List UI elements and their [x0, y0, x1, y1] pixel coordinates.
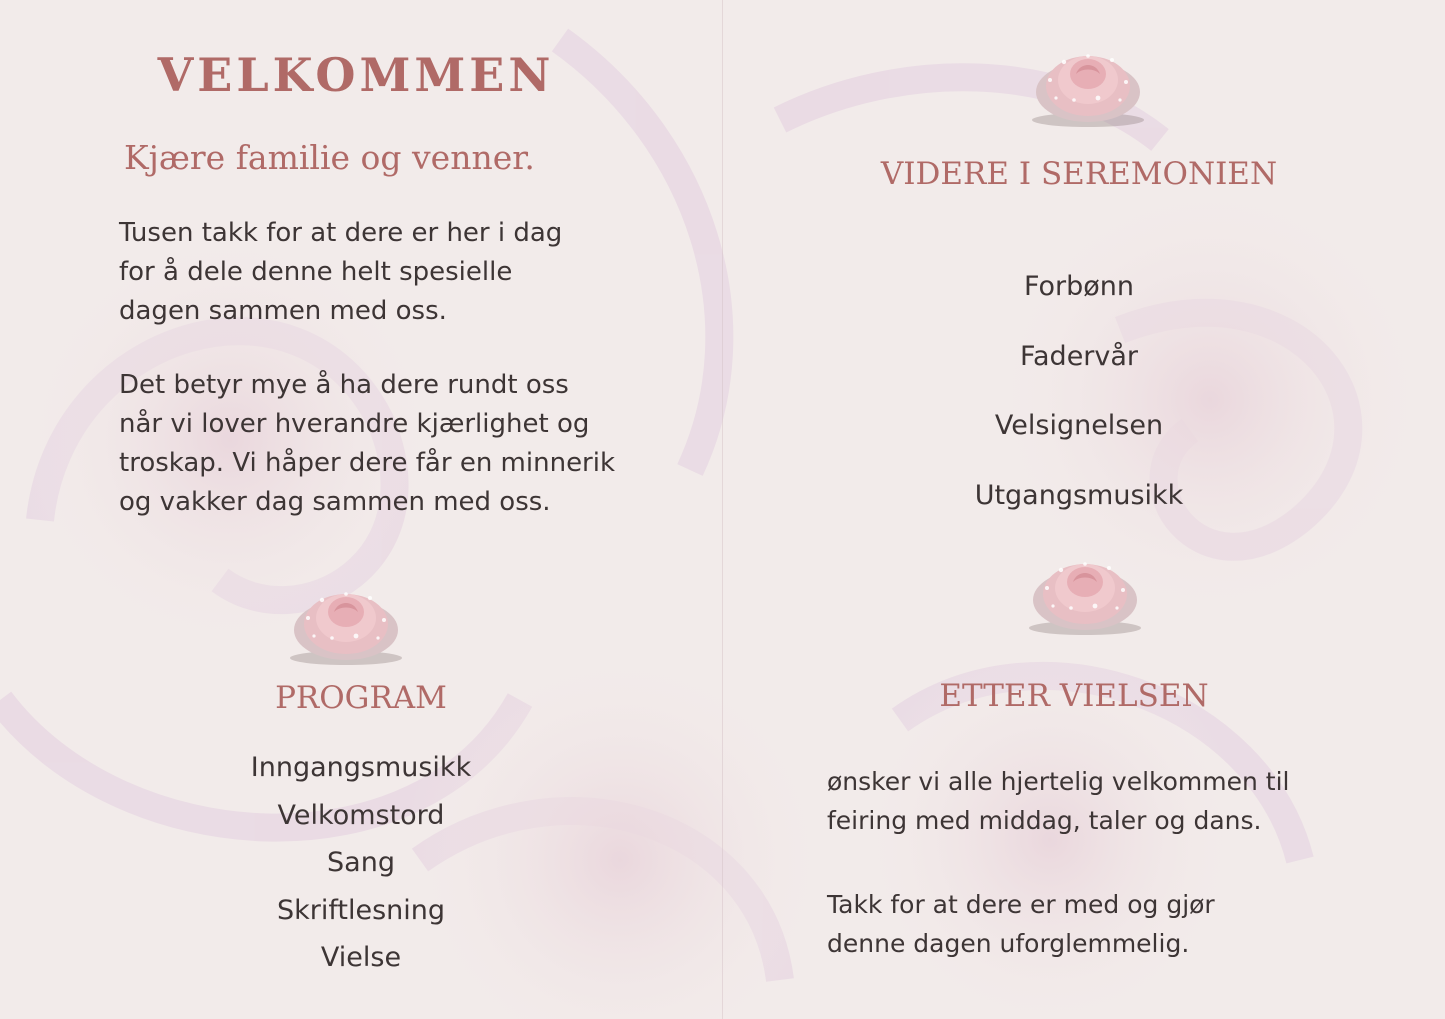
after-paragraph-1	[827, 762, 1290, 840]
text-line: ønsker vi alle hjertelig velkommen til	[827, 767, 1290, 796]
list-item: Inngangsmusikk	[250, 752, 472, 783]
list-item: Skriftlesning	[276, 894, 446, 926]
text-line: Det betyr mye å ha dere rundt oss	[119, 370, 569, 400]
after-heading: ETTER VIELSEN	[939, 678, 1209, 714]
welcome-paragraph-2	[119, 366, 615, 522]
ceremony-list	[723, 252, 1435, 530]
list-item: Vielse	[320, 942, 402, 973]
welcome-subheading: Kjære familie og venner.	[124, 138, 535, 177]
text-line: feiring med middag, taler og dans.	[827, 806, 1262, 835]
text-line: Takk for at dere er med og gjør	[827, 890, 1215, 919]
ceremony-heading: VIDERE I SEREMONIEN	[880, 156, 1278, 192]
text-line: denne dagen uforglemmelig.	[827, 929, 1190, 958]
welcome-paragraph-1	[119, 214, 562, 331]
text-line: dagen sammen med oss.	[119, 296, 447, 326]
list-item: Fadervår	[1019, 340, 1139, 372]
program-list	[0, 744, 722, 982]
list-item: Sang	[327, 847, 395, 878]
text-line: og vakker dag sammen med oss.	[119, 487, 551, 517]
program-heading: PROGRAM	[275, 680, 447, 716]
after-paragraph-2	[827, 885, 1215, 963]
right-page	[723, 0, 1445, 1019]
text-line: troskap. Vi håper dere får en minnerik	[119, 448, 616, 478]
rose-icon	[286, 578, 406, 668]
list-item: Utgangsmusikk	[974, 479, 1184, 511]
text-line: Tusen takk for at dere er her i dag	[119, 218, 563, 248]
list-item: Forbønn	[1023, 271, 1135, 302]
text-line: for å dele denne helt spesielle	[119, 257, 513, 287]
list-item: Velsignelsen	[994, 410, 1164, 441]
welcome-heading: VELKOMMEN	[157, 48, 555, 102]
rose-icon	[1025, 548, 1145, 638]
left-page	[0, 0, 722, 1019]
list-item: Velkomstord	[277, 799, 445, 831]
text-line: når vi lover hverandre kjærlighet og	[119, 409, 590, 439]
rose-icon	[1028, 40, 1148, 130]
